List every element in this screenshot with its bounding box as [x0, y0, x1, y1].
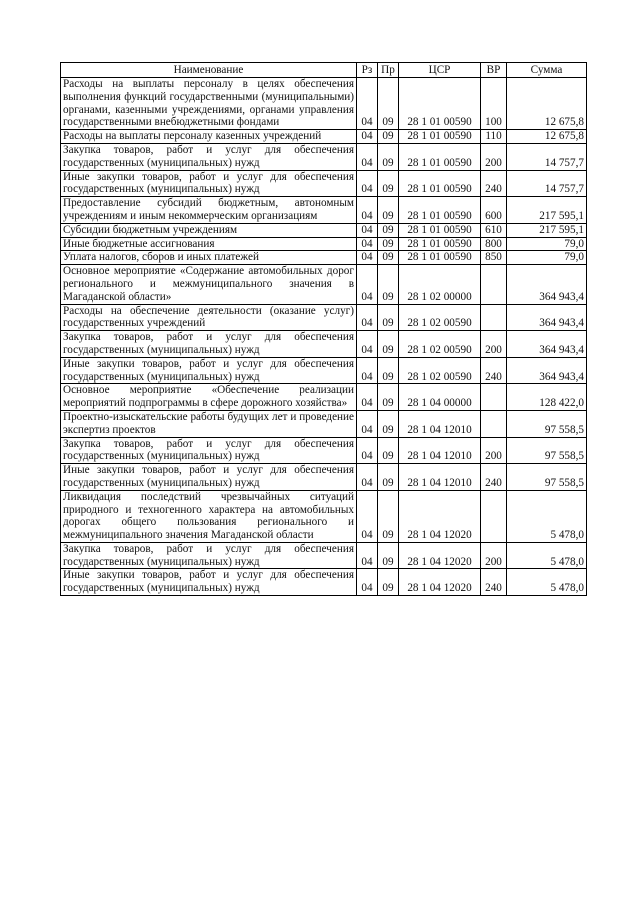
row-csr: 28 1 01 00590: [399, 170, 481, 197]
row-sum: 5 478,0: [507, 490, 587, 542]
row-vr: 200: [481, 437, 507, 464]
row-rz: 04: [357, 357, 378, 384]
row-pr: 09: [378, 130, 399, 144]
row-csr: 28 1 04 12010: [399, 464, 481, 491]
table-row: [61, 304, 587, 331]
row-rz: 04: [357, 490, 378, 542]
row-name: Основное мероприятие «Обеспечение реализации мероприятий подпрограммы в сфере дорожного хозяйства»: [61, 384, 357, 411]
table-row: [61, 490, 587, 542]
table-row: [61, 130, 587, 144]
row-csr: 28 1 01 00590: [399, 237, 481, 251]
row-sum: 79,0: [507, 251, 587, 265]
row-sum: 14 757,7: [507, 143, 587, 170]
row-sum: 128 422,0: [507, 384, 587, 411]
row-pr: 09: [378, 569, 399, 596]
table-row: [61, 143, 587, 170]
header-sum: Сумма: [507, 63, 587, 78]
row-vr: 600: [481, 197, 507, 224]
row-name: Иные бюджетные ассигнования: [61, 237, 357, 251]
row-sum: 79,0: [507, 237, 587, 251]
row-pr: 09: [378, 304, 399, 331]
row-rz: 04: [357, 265, 378, 304]
row-sum: 364 943,4: [507, 304, 587, 331]
header-row: [61, 63, 587, 78]
table-row: [61, 384, 587, 411]
table-row: [61, 542, 587, 569]
row-vr: 200: [481, 143, 507, 170]
row-pr: 09: [378, 170, 399, 197]
row-vr: 240: [481, 569, 507, 596]
row-vr: 610: [481, 223, 507, 237]
table-header: [61, 63, 587, 78]
row-rz: 04: [357, 78, 378, 130]
row-vr: [481, 410, 507, 437]
row-name: Иные закупки товаров, работ и услуг для обеспечения государственных (муниципальных) нужд: [61, 357, 357, 384]
row-name: Субсидии бюджетным учреждениям: [61, 223, 357, 237]
row-csr: 28 1 02 00000: [399, 265, 481, 304]
header-pr: Пр: [378, 63, 399, 78]
table-body: [61, 78, 587, 596]
row-csr: 28 1 04 12010: [399, 410, 481, 437]
row-csr: 28 1 04 12020: [399, 569, 481, 596]
row-csr: 28 1 02 00590: [399, 331, 481, 358]
row-vr: [481, 384, 507, 411]
row-rz: 04: [357, 569, 378, 596]
row-rz: 04: [357, 223, 378, 237]
row-pr: 09: [378, 331, 399, 358]
row-vr: 850: [481, 251, 507, 265]
row-sum: 12 675,8: [507, 78, 587, 130]
row-sum: 14 757,7: [507, 170, 587, 197]
row-pr: 09: [378, 78, 399, 130]
row-vr: [481, 265, 507, 304]
row-vr: 240: [481, 464, 507, 491]
row-vr: 200: [481, 542, 507, 569]
header-vr: ВР: [481, 63, 507, 78]
table-row: [61, 265, 587, 304]
row-name: Закупка товаров, работ и услуг для обеспечения государственных (муниципальных) нужд: [61, 143, 357, 170]
row-name: Уплата налогов, сборов и иных платежей: [61, 251, 357, 265]
row-name: Расходы на обеспечение деятельности (оказание услуг) государственных учреждений: [61, 304, 357, 331]
table-row: [61, 569, 587, 596]
row-name: Иные закупки товаров, работ и услуг для обеспечения государственных (муниципальных) нужд: [61, 569, 357, 596]
table-row: [61, 78, 587, 130]
row-sum: 364 943,4: [507, 331, 587, 358]
table-row: [61, 464, 587, 491]
row-csr: 28 1 04 00000: [399, 384, 481, 411]
table-row: [61, 170, 587, 197]
row-name: Закупка товаров, работ и услуг для обеспечения государственных (муниципальных) нужд: [61, 542, 357, 569]
row-csr: 28 1 01 00590: [399, 251, 481, 265]
row-rz: 04: [357, 304, 378, 331]
row-pr: 09: [378, 197, 399, 224]
row-sum: 5 478,0: [507, 542, 587, 569]
row-rz: 04: [357, 437, 378, 464]
row-pr: 09: [378, 357, 399, 384]
row-name: Основное мероприятие «Содержание автомобильных дорог регионального и межмуниципального значения в Магаданской области»: [61, 265, 357, 304]
row-name: Закупка товаров, работ и услуг для обеспечения государственных (муниципальных) нужд: [61, 437, 357, 464]
row-pr: 09: [378, 542, 399, 569]
row-name: Предоставление субсидий бюджетным, автономным учреждениям и иным некоммерческим организациям: [61, 197, 357, 224]
table-row: [61, 410, 587, 437]
row-rz: 04: [357, 464, 378, 491]
table-row: [61, 331, 587, 358]
row-sum: 364 943,4: [507, 357, 587, 384]
row-sum: 97 558,5: [507, 437, 587, 464]
header-name: Наименование: [61, 63, 357, 78]
row-pr: 09: [378, 223, 399, 237]
row-csr: 28 1 01 00590: [399, 130, 481, 144]
row-csr: 28 1 01 00590: [399, 223, 481, 237]
row-csr: 28 1 02 00590: [399, 357, 481, 384]
row-csr: 28 1 04 12020: [399, 490, 481, 542]
budget-table: [60, 62, 587, 596]
row-name: Ликвидация последствий чрезвычайных ситуаций природного и техногенного характера на автомобильных дорогах общего пользования регионального и межмуниципального значения Магаданской области: [61, 490, 357, 542]
document-page: [60, 62, 586, 596]
row-csr: 28 1 01 00590: [399, 197, 481, 224]
row-pr: 09: [378, 437, 399, 464]
row-csr: 28 1 04 12010: [399, 437, 481, 464]
row-name: Расходы на выплаты персоналу в целях обеспечения выполнения функций государственными (муниципальными) органами, казенными учреждениями, органами управления государственными внебюджетными фондами: [61, 78, 357, 130]
row-name: Проектно-изыскательские работы будущих лет и проведение экспертиз проектов: [61, 410, 357, 437]
row-csr: 28 1 01 00590: [399, 78, 481, 130]
row-vr: 240: [481, 170, 507, 197]
row-pr: 09: [378, 265, 399, 304]
row-pr: 09: [378, 410, 399, 437]
row-name: Иные закупки товаров, работ и услуг для обеспечения государственных (муниципальных) нужд: [61, 170, 357, 197]
row-rz: 04: [357, 384, 378, 411]
header-csr: ЦСР: [399, 63, 481, 78]
row-name: Иные закупки товаров, работ и услуг для обеспечения государственных (муниципальных) нужд: [61, 464, 357, 491]
row-csr: 28 1 02 00590: [399, 304, 481, 331]
row-vr: 800: [481, 237, 507, 251]
row-vr: 240: [481, 357, 507, 384]
row-sum: 97 558,5: [507, 464, 587, 491]
header-rz: Рз: [357, 63, 378, 78]
row-vr: 100: [481, 78, 507, 130]
table-row: [61, 223, 587, 237]
row-rz: 04: [357, 143, 378, 170]
row-pr: 09: [378, 237, 399, 251]
row-pr: 09: [378, 251, 399, 265]
row-csr: 28 1 04 12020: [399, 542, 481, 569]
row-vr: 200: [481, 331, 507, 358]
row-sum: 217 595,1: [507, 223, 587, 237]
table-row: [61, 437, 587, 464]
table-row: [61, 251, 587, 265]
row-name: Расходы на выплаты персоналу казенных учреждений: [61, 130, 357, 144]
row-vr: [481, 490, 507, 542]
row-rz: 04: [357, 130, 378, 144]
row-rz: 04: [357, 410, 378, 437]
row-pr: 09: [378, 143, 399, 170]
row-rz: 04: [357, 170, 378, 197]
table-row: [61, 197, 587, 224]
row-pr: 09: [378, 490, 399, 542]
row-name: Закупка товаров, работ и услуг для обеспечения государственных (муниципальных) нужд: [61, 331, 357, 358]
row-vr: [481, 304, 507, 331]
row-sum: 97 558,5: [507, 410, 587, 437]
row-sum: 5 478,0: [507, 569, 587, 596]
row-pr: 09: [378, 384, 399, 411]
row-rz: 04: [357, 331, 378, 358]
row-rz: 04: [357, 251, 378, 265]
row-csr: 28 1 01 00590: [399, 143, 481, 170]
row-sum: 364 943,4: [507, 265, 587, 304]
row-sum: 217 595,1: [507, 197, 587, 224]
table-row: [61, 357, 587, 384]
row-vr: 110: [481, 130, 507, 144]
row-pr: 09: [378, 464, 399, 491]
table-row: [61, 237, 587, 251]
row-rz: 04: [357, 197, 378, 224]
row-rz: 04: [357, 237, 378, 251]
row-sum: 12 675,8: [507, 130, 587, 144]
row-rz: 04: [357, 542, 378, 569]
